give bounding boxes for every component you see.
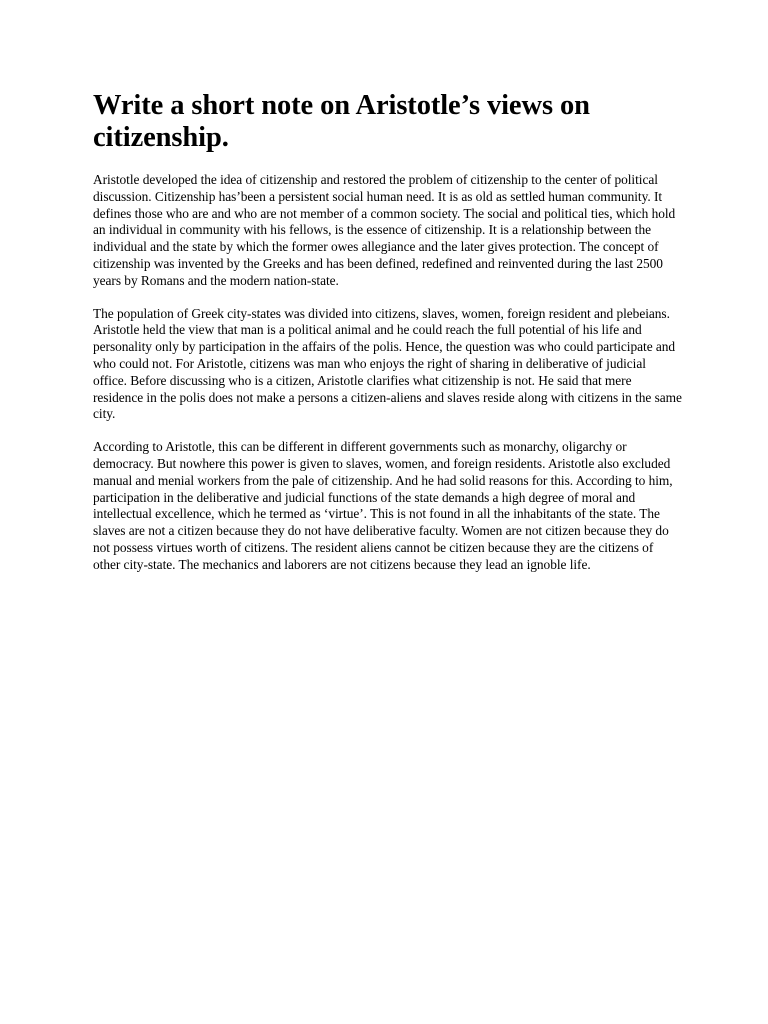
- document-page: [93, 90, 683, 590]
- paragraph-1: Aristotle developed the idea of citizenship and restored the problem of citizenship to the center of political discussion. Citizenship has’been a persistent social human need. It is as old as settled human community. It defines those who are and who are not member of a common society. The social and political ties, which hold an individual in community with his fellows, is the essence of citizenship. It is a relationship between the individual and the state by which the former owes allegiance and the later gives protection. The concept of citizenship was invented by the Greeks and has been defined, redefined and reinvented during the last 2500 years by Romans and the modern nation-state.: [93, 172, 676, 288]
- page-title: Write a short note on Aristotle’s views on citizenship.: [93, 90, 590, 153]
- paragraph-3: According to Aristotle, this can be different in different governments such as monarchy, oligarchy or democracy. But nowhere this power is given to slaves, women, and foreign residents. Aristotle also excluded manual and menial workers from the pale of citizenship. And he had solid reasons for this. According to him, participation in the deliberative and judicial functions of the state demands a high degree of moral and intellectual excellence, which he termed as ‘virtue’. This is not found in all the inhabitants of the state. The slaves are not a citizen because they do not have deliberative faculty. Women are not citizen because they do not possess virtues worth of citizens. The resident aliens cannot be citizen because they are the citizens of other city-state. The mechanics and laborers are not citizens because they lead an ignoble life.: [93, 439, 673, 572]
- paragraph-2: The population of Greek city-states was divided into citizens, slaves, women, foreign resident and plebeians. Aristotle held the view that man is a political animal and he could reach the full potential of his life and personality only by participation in the affairs of the polis. Hence, the question was who could participate and who could not. For Aristotle, citizens was man who enjoys the right of sharing in deliberative of judicial office. Before discussing who is a citizen, Aristotle clarifies what citizenship is not. He said that mere residence in the polis does not make a persons a citizen-aliens and slaves reside along with citizens in the same city.: [93, 305, 682, 422]
